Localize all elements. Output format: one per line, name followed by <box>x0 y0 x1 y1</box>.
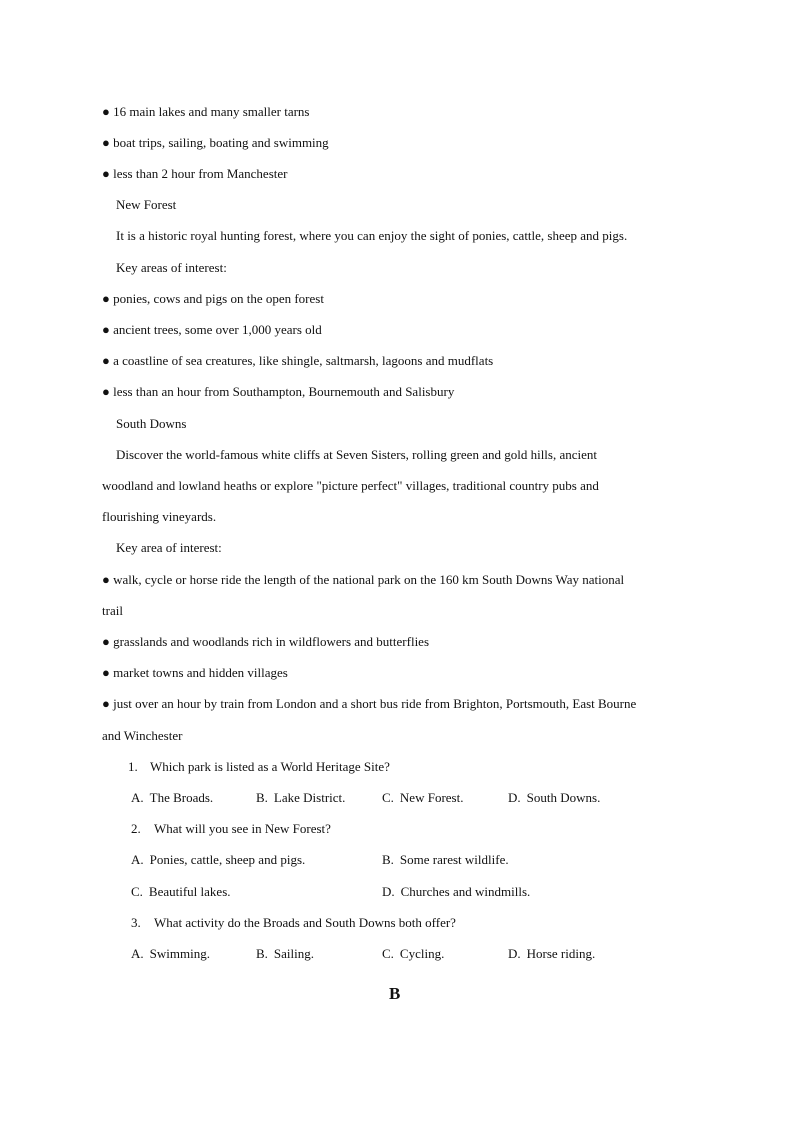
new-forest-interest-label: Key areas of interest: <box>116 260 227 275</box>
option-text: Sailing. <box>273 946 315 961</box>
new-forest-heading: New Forest <box>116 197 177 212</box>
answer-option[interactable] <box>256 946 314 962</box>
option-letter: C. <box>131 884 143 899</box>
question-text: What will you see in New Forest? <box>154 821 331 836</box>
answer-option[interactable] <box>256 790 345 806</box>
south-downs-heading: South Downs <box>116 416 187 431</box>
option-letter: C. <box>382 946 394 961</box>
new-forest-bullet: ● a coastline of sea creatures, like shingle, saltmarsh, lagoons and mudflats <box>102 353 494 368</box>
lake-district-bullet: ● boat trips, sailing, boating and swimming <box>102 135 329 150</box>
option-text: Swimming. <box>149 946 210 961</box>
south-downs-bullet: ● just over an hour by train from London and a short bus ride from Brighton, Portsmouth, East Bourne <box>102 696 637 711</box>
option-letter: D. <box>508 946 521 961</box>
new-forest-bullet: ● ponies, cows and pigs on the open forest <box>102 291 324 306</box>
answer-option[interactable] <box>508 946 595 962</box>
option-text: The Broads. <box>149 790 214 805</box>
south-downs-description: Discover the world-famous white cliffs at Seven Sisters, rolling green and gold hills, ancient <box>116 447 598 462</box>
option-text: Churches and windmills. <box>400 884 531 899</box>
answer-option[interactable] <box>131 790 213 806</box>
answer-option[interactable] <box>382 852 509 868</box>
question-text: Which park is listed as a World Heritage Site? <box>150 759 390 774</box>
south-downs-interest-label: Key area of interest: <box>116 540 222 555</box>
section-label: B <box>389 984 401 1003</box>
question-number: 2. <box>131 821 141 836</box>
question-number: 1. <box>128 759 138 774</box>
option-letter: C. <box>382 790 394 805</box>
option-letter: A. <box>131 946 144 961</box>
question-number: 3. <box>131 915 141 930</box>
south-downs-bullet: trail <box>102 603 123 618</box>
option-letter: D. <box>508 790 521 805</box>
option-text: South Downs. <box>526 790 601 805</box>
answer-option[interactable] <box>382 884 530 900</box>
answer-option[interactable] <box>508 790 600 806</box>
answer-option[interactable] <box>131 884 231 900</box>
option-text: Beautiful lakes. <box>148 884 231 899</box>
south-downs-bullet: ● grasslands and woodlands rich in wildflowers and butterflies <box>102 634 430 649</box>
lake-district-bullet: ● less than 2 hour from Manchester <box>102 166 288 181</box>
option-text: Cycling. <box>399 946 445 961</box>
lake-district-bullet: ● 16 main lakes and many smaller tarns <box>102 104 310 119</box>
option-letter: B. <box>256 946 268 961</box>
question-text: What activity do the Broads and South Downs both offer? <box>154 915 456 930</box>
new-forest-bullet: ● ancient trees, some over 1,000 years old <box>102 322 322 337</box>
answer-option[interactable] <box>382 790 463 806</box>
answer-option[interactable] <box>131 946 210 962</box>
south-downs-bullet: ● market towns and hidden villages <box>102 665 288 680</box>
option-text: Lake District. <box>273 790 346 805</box>
option-letter: D. <box>382 884 395 899</box>
option-text: New Forest. <box>399 790 464 805</box>
option-letter: B. <box>382 852 394 867</box>
south-downs-description: woodland and lowland heaths or explore "picture perfect" villages, traditional country pubs and <box>102 478 599 493</box>
option-text: Ponies, cattle, sheep and pigs. <box>149 852 306 867</box>
answer-option[interactable] <box>131 852 305 868</box>
south-downs-description: flourishing vineyards. <box>102 509 217 524</box>
option-letter: A. <box>131 790 144 805</box>
option-letter: B. <box>256 790 268 805</box>
option-text: Horse riding. <box>526 946 596 961</box>
south-downs-bullet: ● walk, cycle or horse ride the length of the national park on the 160 km South Downs Way national <box>102 572 625 587</box>
option-letter: A. <box>131 852 144 867</box>
new-forest-description: It is a historic royal hunting forest, where you can enjoy the sight of ponies, cattle, sheep and pigs. <box>116 228 628 243</box>
new-forest-bullet: ● less than an hour from Southampton, Bournemouth and Salisbury <box>102 384 455 399</box>
answer-option[interactable] <box>382 946 444 962</box>
south-downs-bullet: and Winchester <box>102 728 183 743</box>
option-text: Some rarest wildlife. <box>399 852 509 867</box>
